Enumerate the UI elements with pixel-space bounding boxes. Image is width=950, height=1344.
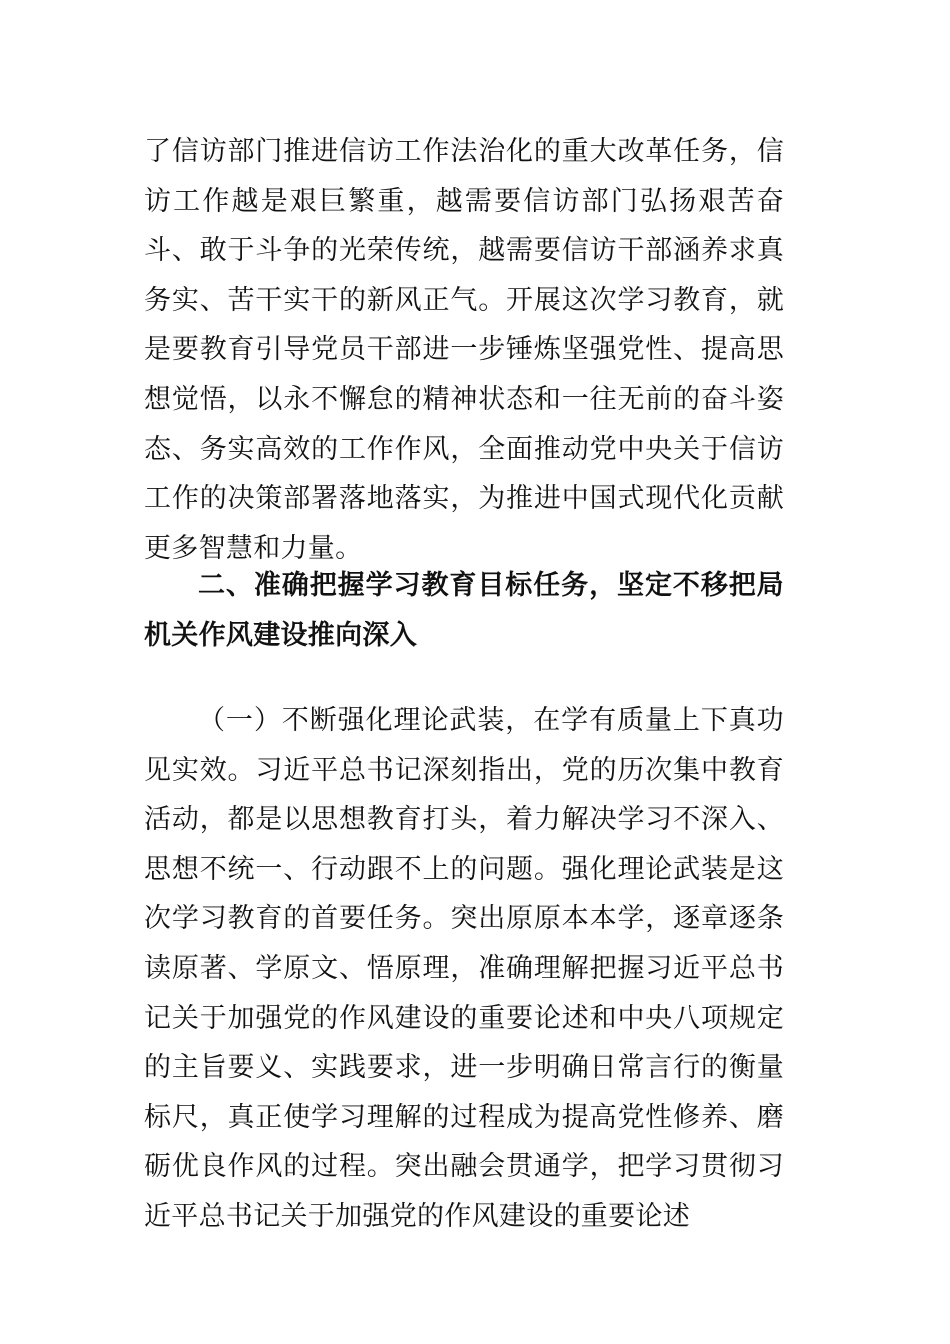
section-heading: 二、准确把握学习教育目标任务，坚定不移把局机关作风建设推向深入 [144, 570, 784, 651]
continued-paragraph: 了信访部门推进信访工作法治化的重大改革任务，信访工作越是艰巨繁重，越需要信访部门弘扬艰苦奋斗、敢于斗争的光荣传统，越需要信访干部涵养求真务实、苦干实干的新风正气。开展这次学习教育，就是要教育引导党员干部进一步锤炼坚强党性、提高思想觉悟，以永不懈怠的精神状态和一往无前的奋斗姿态、务实高效的工作作风，全面推动党中央关于信访工作的决策部署落地落实，为推进中国式现代化贡献更多智慧和力量。 [144, 136, 784, 564]
subsection-paragraph: （一）不断强化理论武装，在学有质量上下真功见实效。习近平总书记深刻指出，党的历次集中教育活动，都是以思想教育打头，着力解决学习不深入、思想不统一、行动跟不上的问题。强化理论武装是这次学习教育的首要任务。突出原原本本学，逐章逐条读原著、学原文、悟原理，准确理解把握习近平总书记关于加强党的作风建设的重要论述和中央八项规定的主旨要义、实践要求，进一步明确日常言行的衡量标尺，真正使学习理解的过程成为提高党性修养、磨砺优良作风的过程。突出融会贯通学，把学习贯彻习近平总书记关于加强党的作风建设的重要论述 [144, 705, 784, 1232]
